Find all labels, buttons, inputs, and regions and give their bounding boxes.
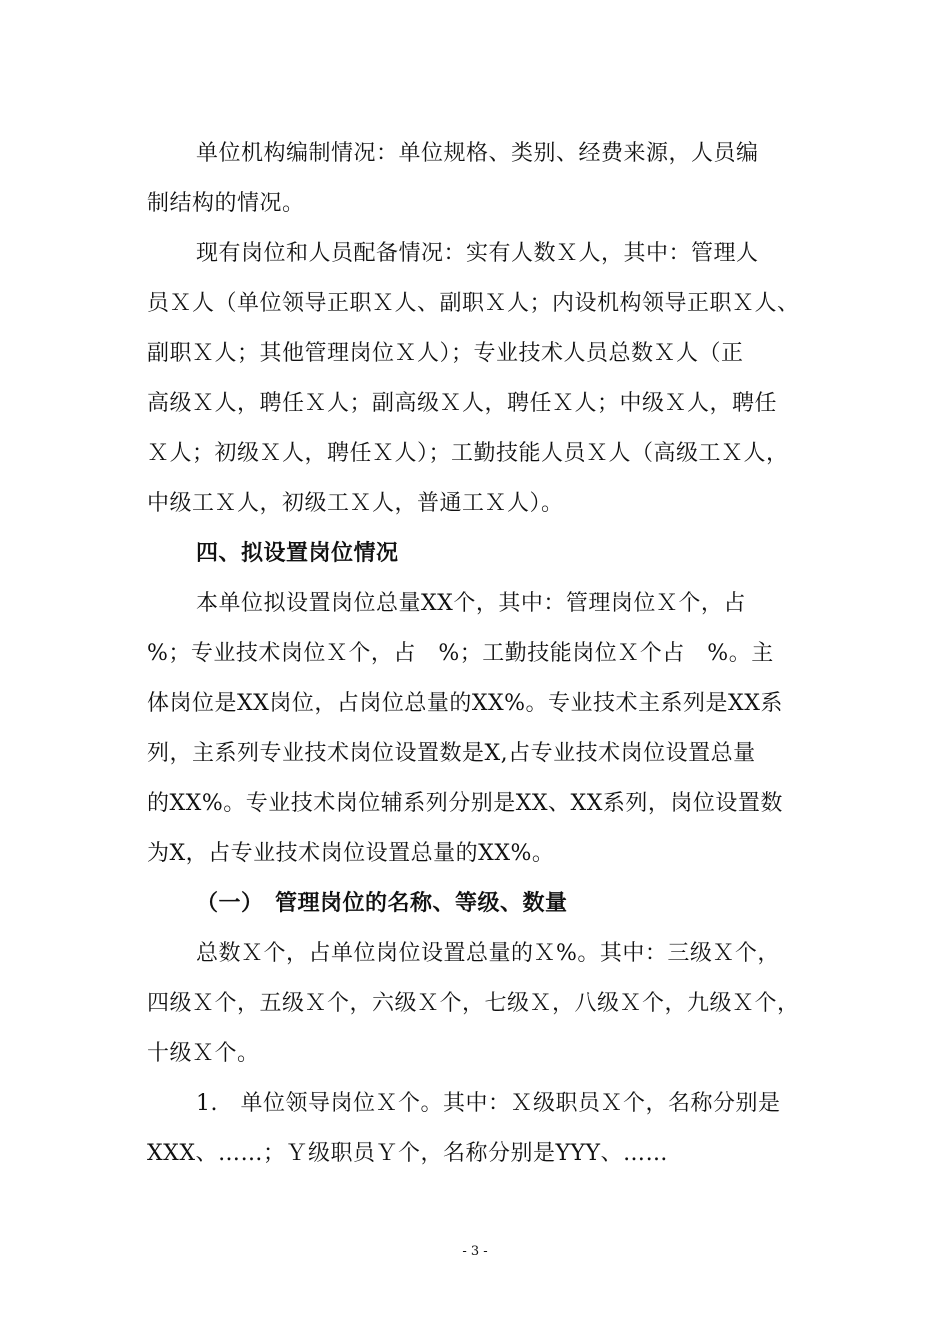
paragraph-line: 高级Ｘ人，聘任Ｘ人；副高级Ｘ人，聘任Ｘ人；中级Ｘ人，聘任 [147,391,778,416]
paragraph-line: 的XX%。专业技术岗位辅系列分别是XX、XX系列，岗位设置数 [147,791,783,816]
page-number: - 3 - [462,1244,488,1259]
paragraph-line: 十级Ｘ个。 [147,1041,260,1066]
subsection-heading: （一） 管理岗位的名称、等级、数量 [196,891,568,916]
paragraph-line: 单位机构编制情况：单位规格、类别、经费来源，人员编 [196,141,759,166]
paragraph-line: 本单位拟设置岗位总量XX个，其中：管理岗位Ｘ个，占 [196,591,746,616]
paragraph-line: 体岗位是XX岗位，占岗位总量的XX%。专业技术主系列是XX系 [147,691,783,716]
paragraph-line: 副职Ｘ人；其他管理岗位Ｘ人）；专业技术人员总数Ｘ人（正 [147,341,744,366]
paragraph-line: %；专业技术岗位Ｘ个，占 %；工勤技能岗位Ｘ个占 %。主 [147,641,774,666]
paragraph-line: 现有岗位和人员配备情况：实有人数Ｘ人，其中：管理人 [196,241,759,266]
paragraph-line: 四级Ｘ个，五级Ｘ个，六级Ｘ个，七级Ｘ，八级Ｘ个，九级Ｘ个， [147,991,800,1016]
paragraph-line: Ｘ人；初级Ｘ人，聘任Ｘ人）；工勤技能人员Ｘ人（高级工Ｘ人， [147,441,789,466]
paragraph-line: XXX、……；Ｙ级职员Ｙ个，名称分别是YYY、…… [147,1141,669,1166]
paragraph-line: 制结构的情况。 [147,191,305,216]
paragraph-line: 员Ｘ人（单位领导正职Ｘ人、副职Ｘ人；内设机构领导正职Ｘ人、 [147,291,800,316]
paragraph-line: 1. 单位领导岗位Ｘ个。其中：Ｘ级职员Ｘ个，名称分别是 [196,1091,781,1116]
paragraph-line: 为X，占专业技术岗位设置总量的XX%。 [147,841,555,866]
paragraph-line: 中级工Ｘ人，初级工Ｘ人，普通工Ｘ人）。 [147,491,564,516]
paragraph-line: 列，主系列专业技术岗位设置数是X,占专业技术岗位设置总量 [147,741,756,766]
section-heading: 四、拟设置岗位情况 [196,541,399,566]
paragraph-line: 总数Ｘ个，占单位岗位设置总量的Ｘ%。其中：三级Ｘ个， [196,941,780,966]
